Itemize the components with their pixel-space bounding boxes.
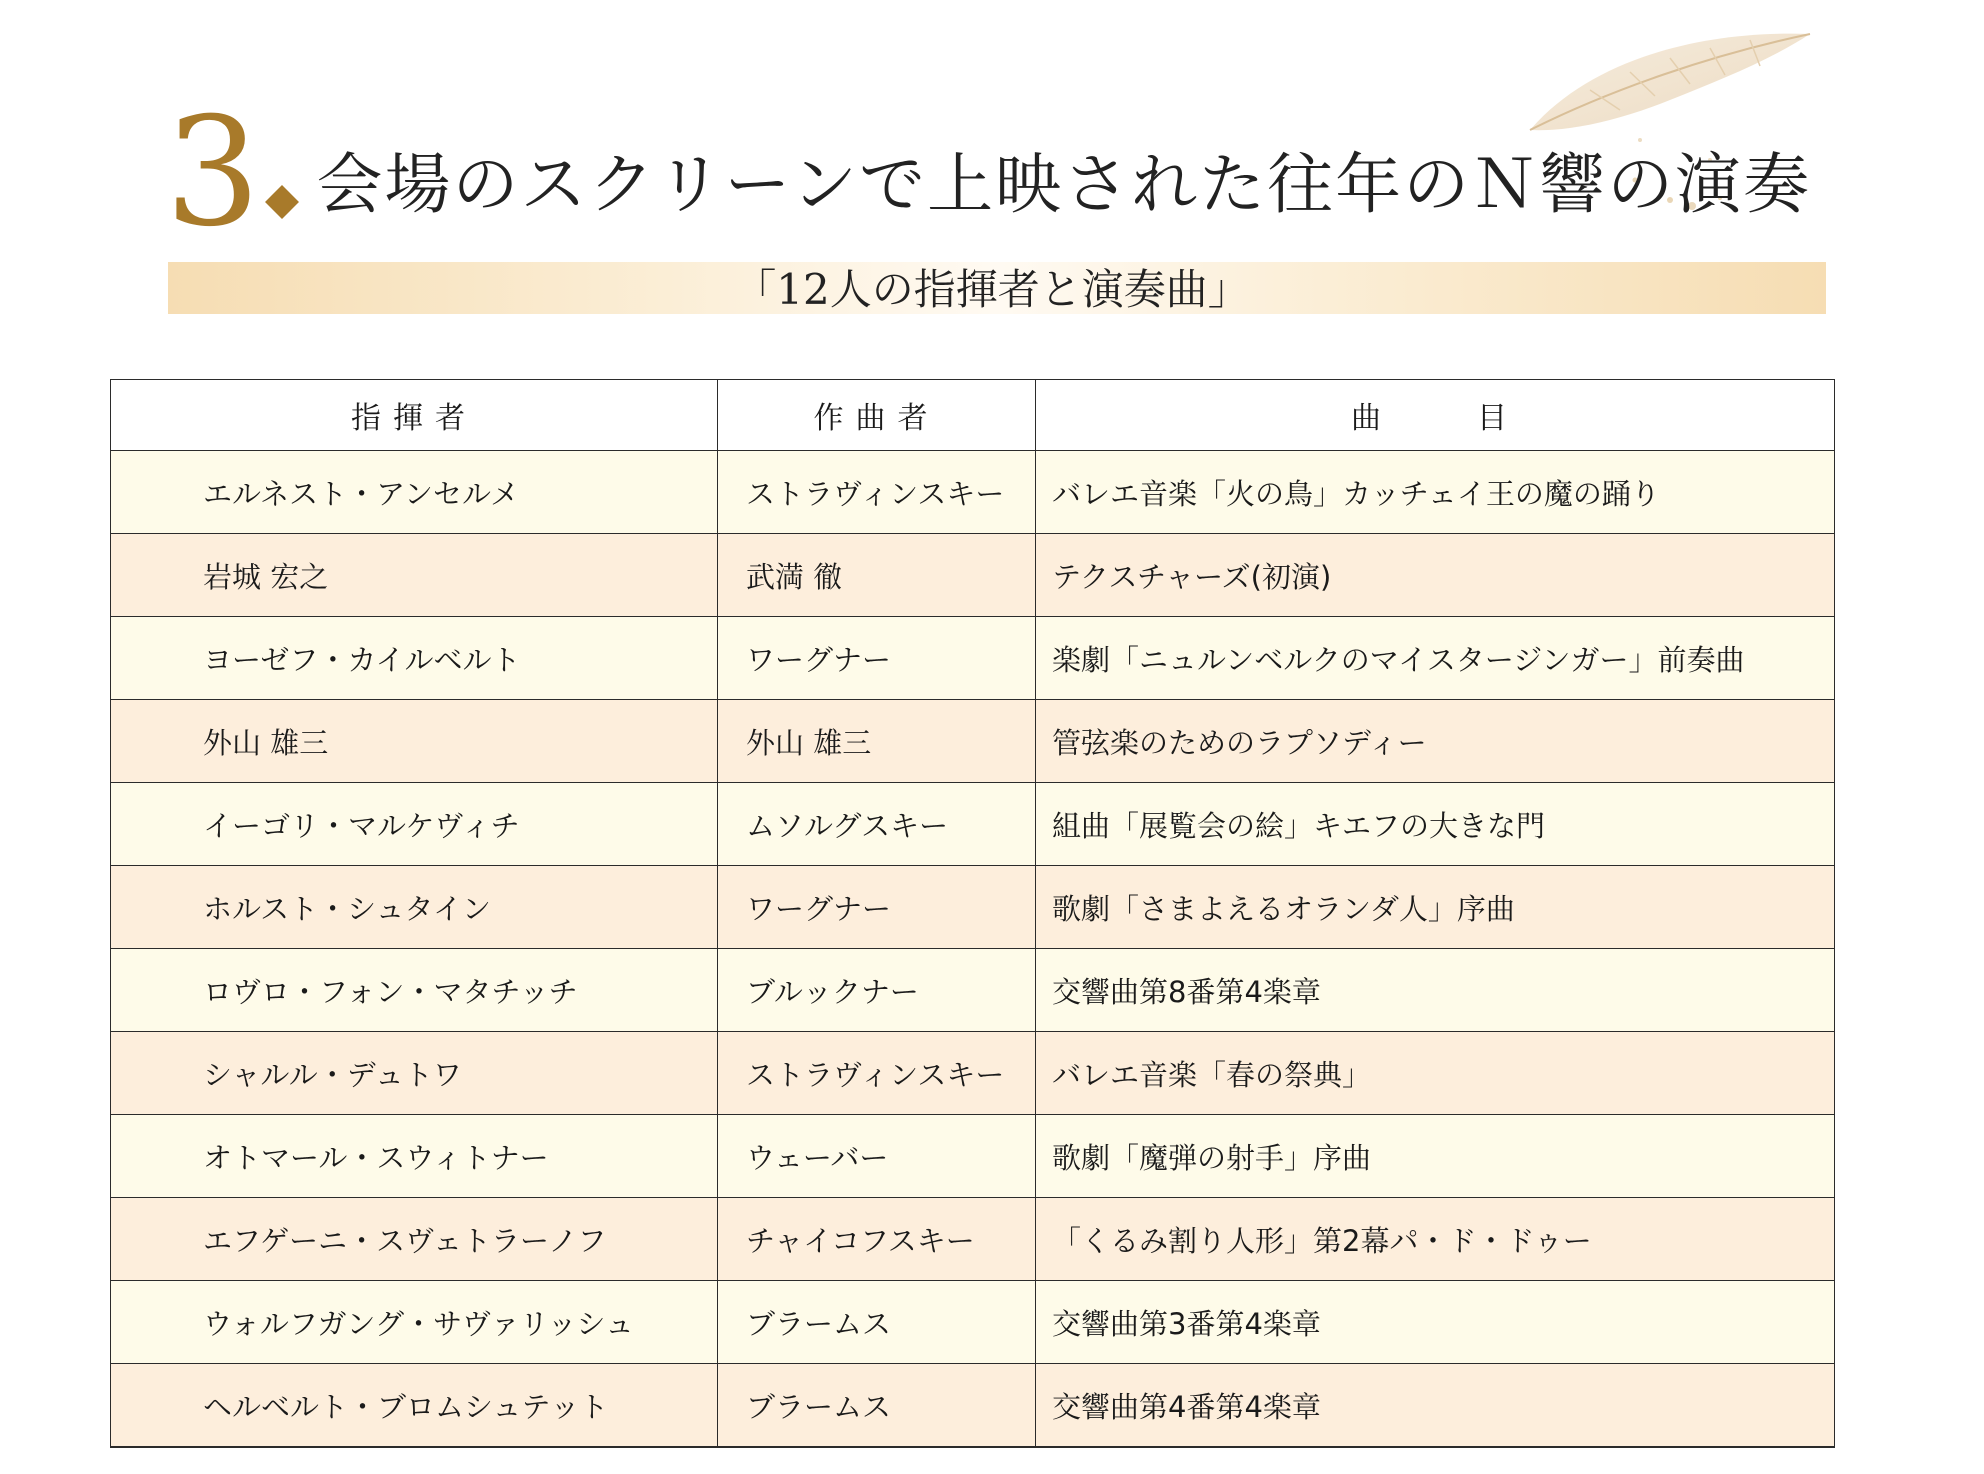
header-piece: 曲 目: [1036, 380, 1835, 451]
conductor-cell: オトマール・スウィトナー: [111, 1115, 718, 1198]
conductors-table-container: [110, 379, 1834, 1448]
section-heading: [165, 78, 1812, 260]
conductor-cell: ホルスト・シュタイン: [111, 866, 718, 949]
section-title: 会場のスクリーンで上映された往年のＮ響の演奏: [316, 146, 1812, 223]
conductor-cell: シャルル・デュトワ: [111, 1032, 718, 1115]
conductor-cell: エルネスト・アンセルメ: [111, 451, 718, 534]
table-row: [111, 1198, 1835, 1281]
piece-cell: 「くるみ割り人形」第2幕パ・ド・ドゥー: [1036, 1198, 1835, 1281]
table-row: [111, 1281, 1835, 1364]
conductor-cell: エフゲーニ・スヴェトラーノフ: [111, 1198, 718, 1281]
conductor-cell: ヘルベルト・ブロムシュテット: [111, 1364, 718, 1448]
piece-cell: 組曲「展覧会の絵」キエフの大きな門: [1036, 783, 1835, 866]
table-row: [111, 866, 1835, 949]
composer-cell: ブラームス: [718, 1281, 1036, 1364]
piece-cell: 交響曲第3番第4楽章: [1036, 1281, 1835, 1364]
table-header-row: [111, 380, 1835, 451]
header-conductor: 指揮者: [111, 380, 718, 451]
composer-cell: ウェーバー: [718, 1115, 1036, 1198]
composer-cell: ムソルグスキー: [718, 783, 1036, 866]
header-composer: 作曲者: [718, 380, 1036, 451]
conductor-cell: 外山 雄三: [111, 700, 718, 783]
table-row: [111, 1364, 1835, 1448]
composer-cell: ストラヴィンスキー: [718, 1032, 1036, 1115]
composer-cell: ブラームス: [718, 1364, 1036, 1448]
piece-cell: 歌劇「さまよえるオランダ人」序曲: [1036, 866, 1835, 949]
table-row: [111, 949, 1835, 1032]
composer-cell: ブルックナー: [718, 949, 1036, 1032]
piece-cell: 歌劇「魔弾の射手」序曲: [1036, 1115, 1835, 1198]
piece-cell: 楽劇「ニュルンベルクのマイスタージンガー」前奏曲: [1036, 617, 1835, 700]
table-row: [111, 451, 1835, 534]
table-row: [111, 534, 1835, 617]
section-number: 3: [165, 86, 257, 260]
composer-cell: ワーグナー: [718, 866, 1036, 949]
diamond-icon: [265, 185, 299, 219]
table-row: [111, 783, 1835, 866]
composer-cell: ストラヴィンスキー: [718, 451, 1036, 534]
table-row: [111, 1115, 1835, 1198]
composer-cell: チャイコフスキー: [718, 1198, 1036, 1281]
conductor-cell: ロヴロ・フォン・マタチッチ: [111, 949, 718, 1032]
piece-cell: 管弦楽のためのラプソディー: [1036, 700, 1835, 783]
conductor-cell: ウォルフガング・サヴァリッシュ: [111, 1281, 718, 1364]
piece-cell: バレエ音楽「火の鳥」カッチェイ王の魔の踊り: [1036, 451, 1835, 534]
conductor-cell: 岩城 宏之: [111, 534, 718, 617]
conductors-table: [110, 379, 1835, 1448]
subtitle: 「12人の指揮者と演奏曲」: [734, 265, 1250, 314]
composer-cell: 武満 徹: [718, 534, 1036, 617]
composer-cell: 外山 雄三: [718, 700, 1036, 783]
piece-cell: 交響曲第8番第4楽章: [1036, 949, 1835, 1032]
conductor-cell: ヨーゼフ・カイルベルト: [111, 617, 718, 700]
table-row: [111, 617, 1835, 700]
piece-cell: 交響曲第4番第4楽章: [1036, 1364, 1835, 1448]
piece-cell: テクスチャーズ(初演): [1036, 534, 1835, 617]
composer-cell: ワーグナー: [718, 617, 1036, 700]
table-row: [111, 700, 1835, 783]
piece-cell: バレエ音楽「春の祭典」: [1036, 1032, 1835, 1115]
table-row: [111, 1032, 1835, 1115]
conductor-cell: イーゴリ・マルケヴィチ: [111, 783, 718, 866]
